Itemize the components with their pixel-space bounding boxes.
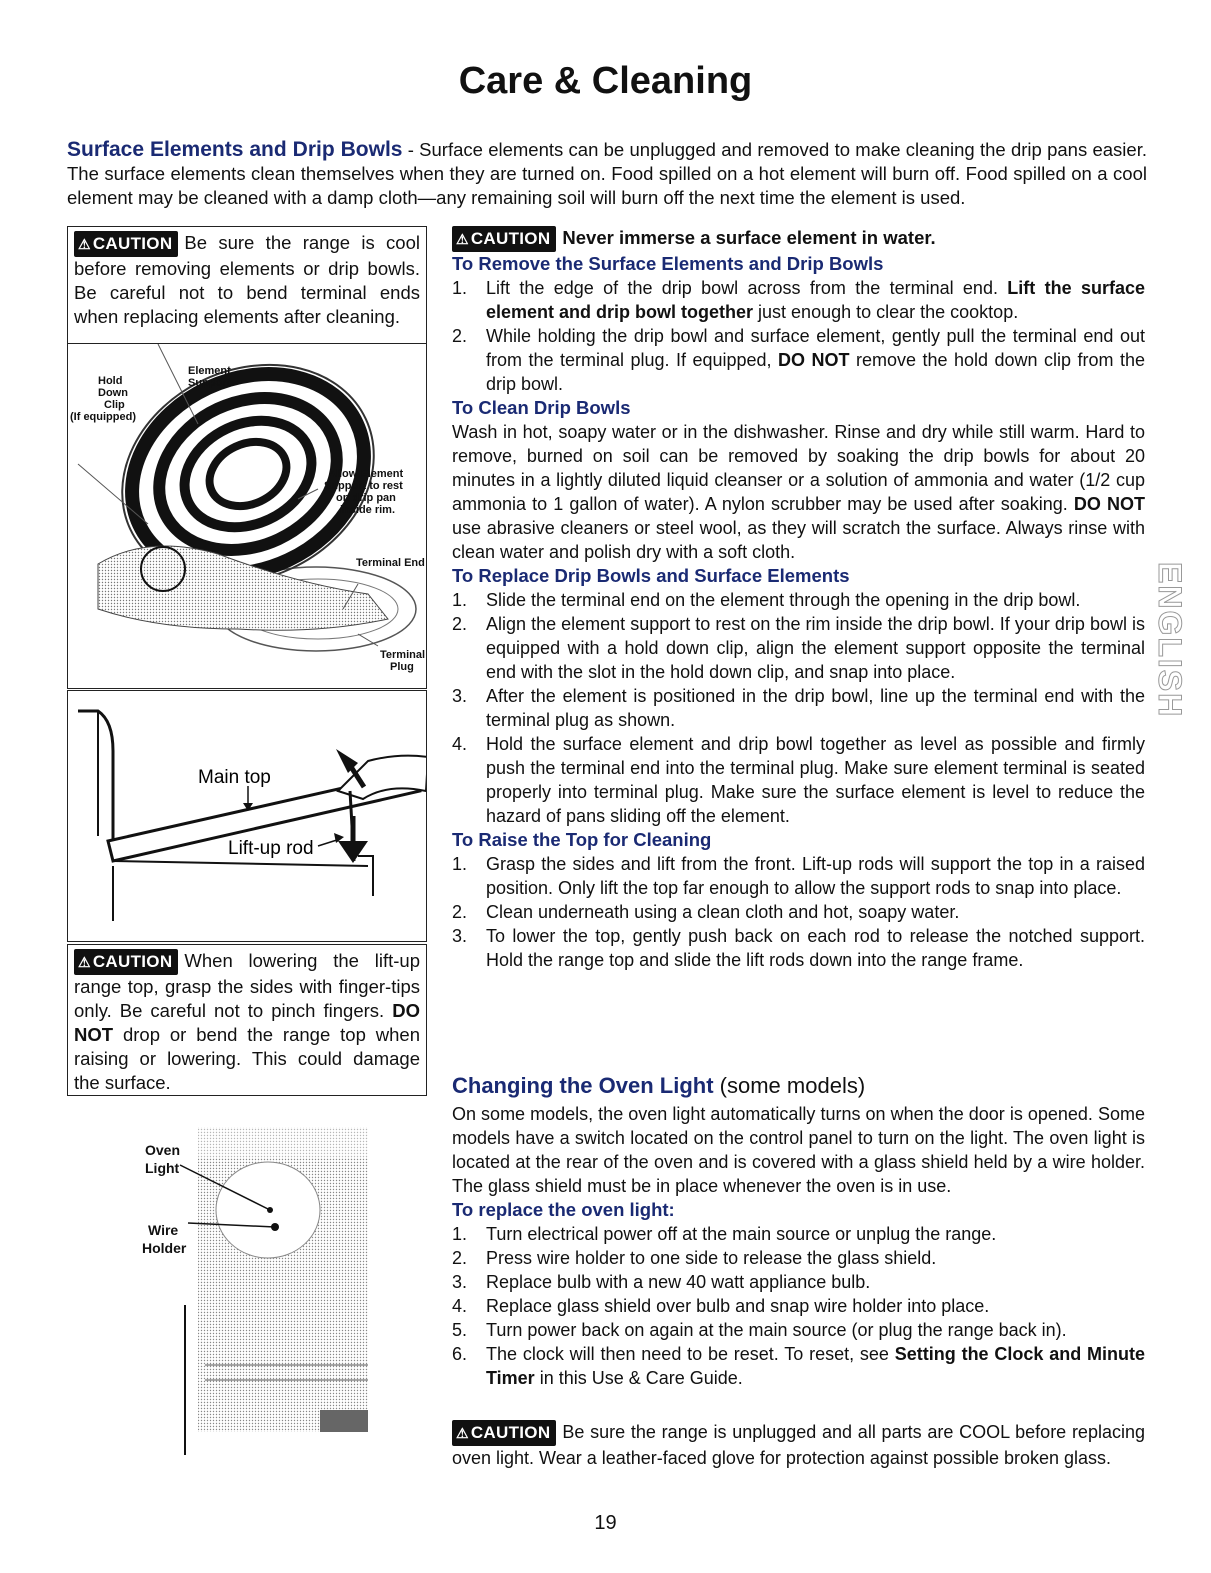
remove-steps [452,276,1145,396]
caution-text: Be sure the range is cool before removing elements or drip bowls. Be careful not to bend terminal ends when replacing elements after cleaning. [74,232,420,327]
label-main-top: Main top [198,767,271,788]
figure-surface-element [67,343,427,689]
label-allow: Allow Element [328,468,404,480]
caution-never-immerse: ⚠ CAUTION Never immerse a surface element in water. [452,226,1145,252]
right-column-upper [452,226,1145,972]
list-item: 1. Turn electrical power off at the main source or unplug the range. [452,1224,997,1244]
surface-element-illustration [68,344,426,688]
oven-steps [452,1222,1145,1390]
intro-text: - Surface elements can be unplugged and removed to make cleaning the drip pans easier. The surface elements clean themselves when they are turned on. Food spilled on a hot element will burn off. Food spilled on a cool element may be cleaned with a damp cloth—any remaining soil will burn off the next time the element is used. [67,139,1147,208]
list-item: 3. After the element is positioned in the drip bowl, line up the terminal end with the terminal plug as shown. [452,686,1145,730]
oven-light-heading: Changing the Oven Light (some models) [452,1073,866,1098]
oven-text: On some models, the oven light automatically turns on when the door is opened. Some models have a switch located on the control panel to turn on the light. The oven light is located at the rear of the oven and is covered with a glass shield held by a wire holder. The glass shield must be in place whenever the oven is in use. [452,1104,1145,1196]
label-terminal-end: Terminal End [356,557,425,569]
clean-text: Wash in hot, soapy water or in the dishwasher. Rinse and dry while still warm. Hard to remove, burned on soil can be removed by soaking the drip bowls for about 20 minutes in a lightly diluted liquid cleanser or a solution of ammonia and water (1/2 cup ammonia to 1 gallon of water). A nylon scrubber may be used after soaking. DO NOT use abrasive cleaners or steel wool, as they will scratch the surface. Always rinse with clean water and polish dry with a soft cloth. [452,422,1145,562]
list-item: 2. Press wire holder to one side to release the glass shield. [452,1248,937,1268]
list-item: 1. Grasp the sides and lift from the front. Lift-up rods will support the top in a raised position. Only lift the top far enough to allow the support rods to snap into place. [452,854,1145,898]
caution-box-lift [67,944,427,1096]
label-drip-pan: on drip pan [336,492,396,504]
warning-icon: ⚠ [456,1425,469,1441]
list-item: 3. To lower the top, gently push back on each rod to release the notched support. Hold the range top and slide the lift rods down into the range frame. [452,926,1145,970]
caution-badge: ⚠ CAUTION [74,231,178,257]
list-item: 1. Lift the edge of the drip bowl across from the terminal end. Lift the surface element and drip bowl together just enough to clear the cooktop. [452,278,1145,322]
oven-subheading: To replace the oven light: [452,1199,675,1220]
label-hold: Hold [98,375,123,387]
label-if-equipped: (If equipped) [70,411,136,423]
raise-heading: To Raise the Top for Cleaning [452,829,712,850]
oven-light-illustration [140,1125,380,1465]
label-terminal: Terminal [380,649,426,661]
replace-steps [452,588,1145,828]
label-clip: Clip [104,399,125,411]
warning-icon: ⚠ [78,236,91,252]
list-item: 2. While holding the drip bowl and surface element, gently pull the terminal end out from the terminal plug. If equipped, DO NOT remove the hold down clip from the drip bowl. [452,326,1145,394]
clean-heading: To Clean Drip Bowls [452,397,631,418]
label-holder: Holder [142,1240,187,1256]
replace-heading: To Replace Drip Bowls and Surface Elements [452,565,850,586]
list-item: 2. Align the element support to rest on the rim inside the drip bowl. If your drip bowl is equipped with a hold down clip, align the element support opposite the terminal end with the slot in the hold down clip, and snap into place. [452,614,1145,682]
label-down: Down [98,387,128,399]
figure-oven-light [140,1125,380,1465]
language-tab: ENGLISH [1152,562,1188,719]
list-item: 1. Slide the terminal end on the element through the opening in the drip bowl. [452,590,1081,610]
intro-paragraph [67,138,1147,210]
label-lift-up-rod: Lift-up rod [228,838,314,859]
raise-steps [452,852,1145,972]
warning-icon: ⚠ [456,231,469,247]
label-plug: Plug [390,661,414,673]
list-item: 3. Replace bulb with a new 40 watt appliance bulb. [452,1272,871,1292]
label-inside-rim: inside rim. [340,504,396,516]
lift-up-illustration [68,691,426,941]
caution-badge: ⚠ CAUTION [452,1420,556,1446]
list-item: 2. Clean underneath using a clean cloth and hot, soapy water. [452,902,960,922]
caution-note [68,227,426,333]
caution-badge: ⚠ CAUTION [452,226,556,252]
page-number: 19 [594,1512,617,1534]
caution-box-cool [67,226,427,344]
label-element: Element [188,365,231,377]
list-item: 4. Hold the surface element and drip bowl together as level as possible and firmly push the terminal end into the terminal plug. Make sure element terminal is seated properly into terminal plug. Make sure the surface element is level to reduce the hazard of pans sliding off the element. [452,734,1145,826]
label-support: Support [188,377,231,389]
label-wire: Wire [148,1222,179,1238]
list-item: 5. Turn power back on again at the main source (or plug the range back in). [452,1320,1067,1340]
remove-heading: To Remove the Surface Elements and Drip Bowls [452,253,884,274]
label-support-rest: Support to rest [324,480,403,492]
section-heading: Surface Elements and Drip Bowls [67,138,403,161]
list-item: 4. Replace glass shield over bulb and snap wire holder into place. [452,1296,990,1316]
caution-unplugged: ⚠ CAUTION Be sure the range is unplugged and all parts are COOL before replacing oven light. Wear a leather-faced glove for protection against possible broken glass. [452,1422,1145,1468]
caution-note: ⚠ CAUTION When lowering the lift-up range top, grasp the sides with finger-tips only. Be careful not to pinch fingers. DO NOT drop or bend the range top when raising or lowering. This could damage the surface. [74,950,420,1093]
caution-badge: ⚠ CAUTION [74,949,178,975]
label-light: Light [145,1160,180,1176]
figure-lift-up-top [67,690,427,942]
list-item: 6. The clock will then need to be reset. To reset, see Setting the Clock and Minute Timer in this Use & Care Guide. [452,1344,1145,1388]
page-title: Care & Cleaning [458,60,753,102]
warning-icon: ⚠ [78,954,91,970]
right-column-lower [452,1074,1145,1470]
label-oven: Oven [145,1142,181,1158]
